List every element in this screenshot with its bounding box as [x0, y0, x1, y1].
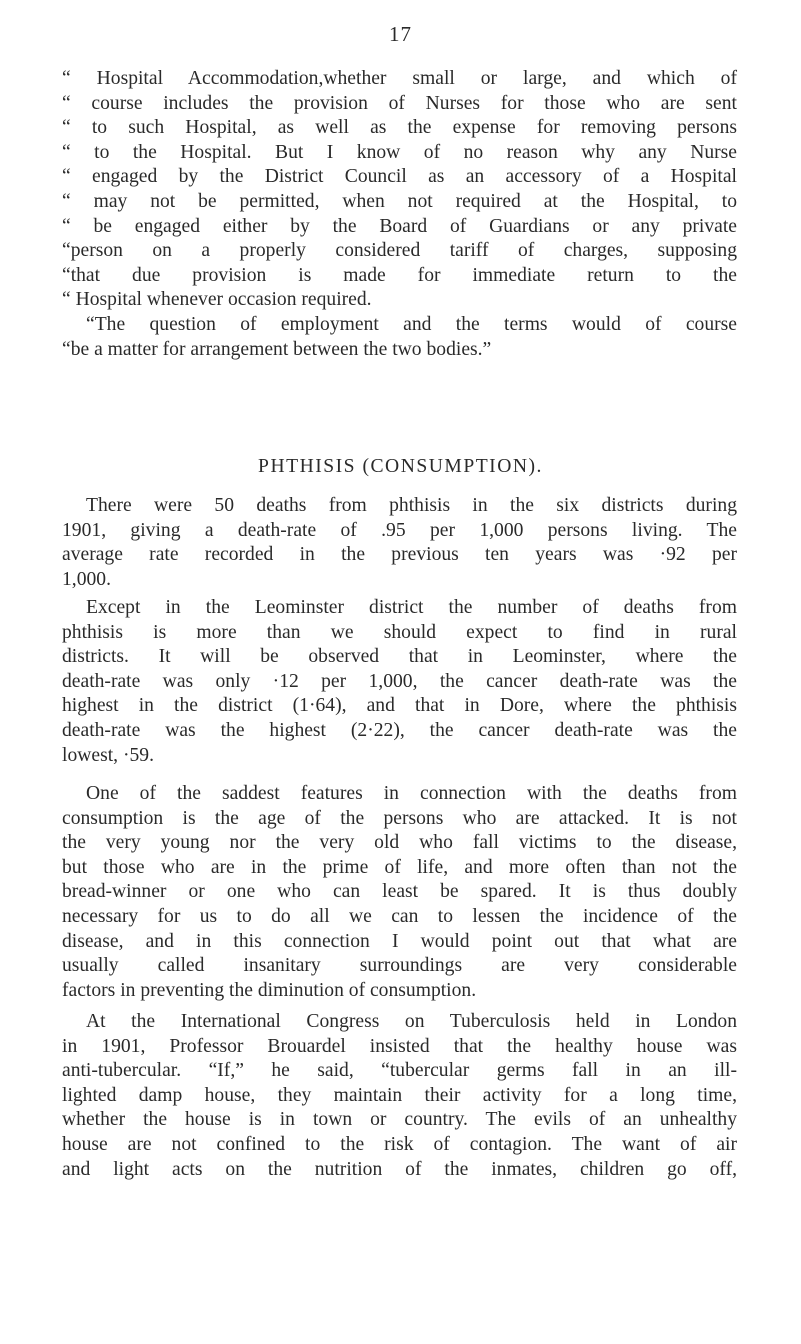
text-line: There were 50 deaths from phthisis in the six districts during: [86, 495, 737, 516]
text-line: consumption is the age of the persons who are attacked. It is not: [62, 807, 737, 829]
text-line: “ to such Hospital, as well as the expense for removing persons: [62, 117, 737, 139]
text-line: phthisis is more than we should expect to find in rural: [62, 621, 737, 643]
text-line: usually called insanitary surroundings are very considerable: [62, 955, 737, 977]
text-line: factors in preventing the diminution of consumption.: [62, 979, 477, 1001]
paragraph: [62, 494, 737, 592]
text-line: “ course includes the provision of Nurses for those who are sent: [62, 92, 737, 114]
text-line: in 1901, Professor Brouardel insisted that the healthy house was: [62, 1035, 737, 1057]
paragraph: [62, 782, 737, 1003]
text-line: 1,000.: [62, 568, 111, 590]
text-line: lowest, ·59.: [62, 744, 154, 766]
paragraph: [62, 596, 737, 768]
text-line: One of the saddest features in connection with the deaths from: [86, 783, 737, 804]
text-line: disease, and in this connection I would point out that what are: [62, 930, 737, 952]
text-line: districts. It will be observed that in Leominster, where the: [62, 646, 737, 668]
text-line: bread-winner or one who can least be spared. It is thus doubly: [62, 881, 737, 903]
text-line: necessary for us to do all we can to lessen the incidence of the: [62, 905, 737, 927]
text-line: 1901, giving a death-rate of .95 per 1,000 persons living. The: [62, 519, 737, 541]
text-line: but those who are in the prime of life, and more often than not the: [62, 856, 737, 878]
text-line: At the International Congress on Tuberculosis held in London: [86, 1011, 737, 1032]
text-line: “ be engaged either by the Board of Guardians or any private: [62, 215, 737, 237]
text-line: and light acts on the nutrition of the inmates, children go off,: [62, 1158, 737, 1180]
quote-block: [62, 67, 737, 362]
text-line: death-rate was only ·12 per 1,000, the cancer death-rate was the: [62, 670, 737, 692]
text-line: “The question of employment and the terms would of course: [86, 313, 737, 335]
text-line: “be a matter for arrangement between the two bodies.”: [62, 338, 492, 360]
page-number: 17: [389, 22, 412, 46]
text-line: lighted damp house, they maintain their activity for a long time,: [62, 1084, 737, 1106]
text-line: house are not confined to the risk of contagion. The want of air: [62, 1133, 737, 1155]
text-line: highest in the district (1·64), and that in Dore, where the phthisis: [62, 695, 737, 717]
text-line: average rate recorded in the previous ten years was ·92 per: [62, 544, 737, 566]
text-line: “ Hospital whenever occasion required.: [62, 289, 372, 311]
text-line: death-rate was the highest (2·22), the cancer death-rate was the: [62, 719, 737, 741]
text-line: the very young nor the very old who fall victims to the disease,: [62, 832, 737, 854]
section-heading: PHTHISIS (CONSUMPTION).: [258, 456, 543, 477]
text-line: anti-tubercular. “If,” he said, “tubercular germs fall in an ill-: [62, 1060, 737, 1082]
text-line: “ may not be permitted, when not required at the Hospital, to: [62, 190, 737, 212]
text-line: “ engaged by the District Council as an accessory of a Hospital: [62, 166, 737, 188]
paragraph: [62, 1010, 737, 1182]
text-line: whether the house is in town or country. The evils of an unhealthy: [62, 1109, 737, 1131]
text-line: “that due provision is made for immediate return to the: [62, 264, 737, 286]
text-line: “ Hospital Accommodation,whether small or large, and which of: [62, 68, 737, 89]
text-line: “person on a properly considered tariff of charges, supposing: [62, 240, 737, 262]
text-line: Except in the Leominster district the number of deaths from: [86, 597, 737, 618]
text-line: “ to the Hospital. But I know of no reason why any Nurse: [62, 141, 737, 163]
